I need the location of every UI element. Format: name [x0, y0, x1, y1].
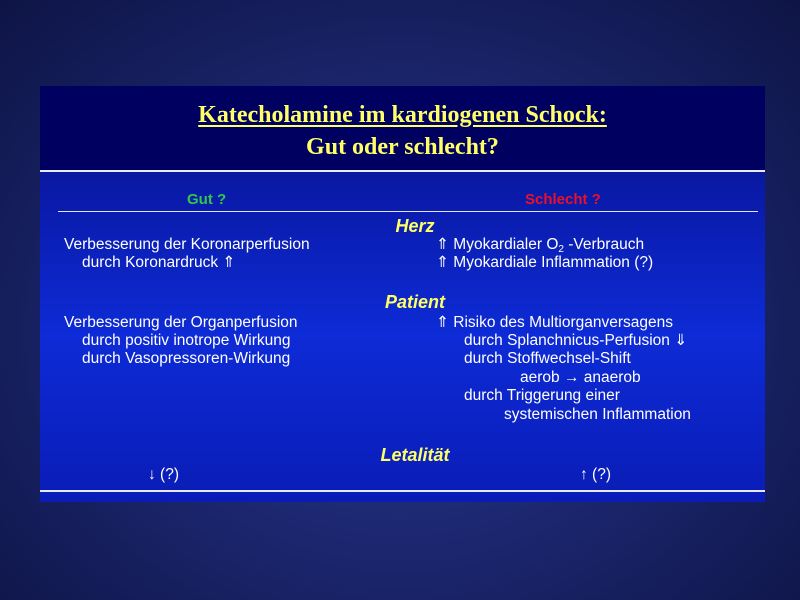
column-header-schlecht: Schlecht ?	[525, 191, 601, 208]
slide-title-line-2: Gut oder schlecht?	[306, 134, 499, 160]
section-heading-patient: Patient	[384, 292, 445, 312]
slide-title-line-1: Katecholamine im kardiogenen Schock:	[198, 102, 607, 128]
herz-schlecht-line-1: ⇑ Myokardialer $O_2$ -Verbrauch	[436, 236, 645, 255]
patient-schlecht-line-2: durch Splanchnicus-Perfusion ⇓	[464, 332, 688, 349]
section-heading-herz: Herz	[395, 216, 435, 236]
slide	[40, 86, 765, 502]
letalitaet-schlecht-value: ↑ (?)	[580, 466, 611, 483]
patient-schlecht-line-3: durch Stoffwechsel-Shift	[464, 350, 631, 367]
column-header-gut: Gut ?	[187, 191, 227, 208]
patient-gut-line-3: durch Vasopressoren-Wirkung	[82, 350, 291, 367]
patient-schlecht-line-5: durch Triggerung einer	[464, 387, 620, 404]
herz-gut-line-1: Verbesserung der Koronarperfusion	[64, 236, 310, 253]
title-area	[40, 86, 765, 170]
section-heading-letalitaet: Letalität	[380, 445, 450, 465]
patient-schlecht-line-1: ⇑ Risiko des Multiorganversagens	[436, 314, 673, 331]
patient-gut-line-2: durch positiv inotrope Wirkung	[82, 332, 291, 349]
patient-schlecht-line-4: aerob → anaerob	[520, 369, 641, 386]
patient-gut-line-1: Verbesserung der Organperfusion	[64, 314, 298, 331]
herz-schlecht-line-2: ⇑ Myokardiale Inflammation (?)	[436, 254, 654, 271]
herz-gut-line-2: durch Koronardruck ⇑	[82, 254, 236, 271]
letalitaet-gut-value: ↓ (?)	[148, 466, 179, 483]
patient-schlecht-line-6: systemischen Inflammation	[504, 406, 691, 423]
bottom-divider	[40, 490, 765, 492]
title-divider	[40, 170, 765, 172]
column-header-divider	[58, 211, 758, 212]
